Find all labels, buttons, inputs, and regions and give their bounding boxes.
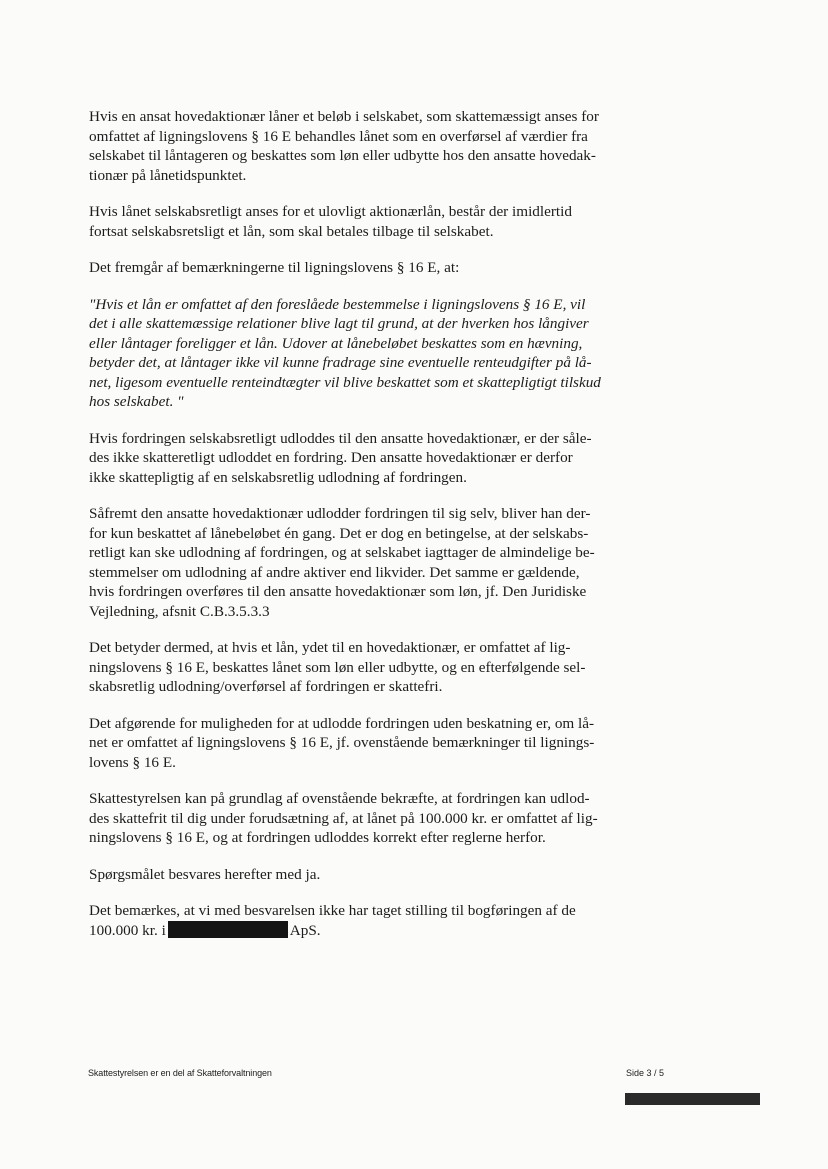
paragraph-final-note (89, 901, 649, 940)
text-line: Skattestyrelsen kan på grundlag af ovenstående bekræfte, at fordringen kan udlod- (89, 790, 590, 807)
text-line: retligt kan ske udlodning af fordringen, og at selskabet iagttager de almindelige be- (89, 544, 595, 561)
text-line: Det bemærkes, at vi med besvarelsen ikke har taget stilling til bogføringen af de (89, 902, 576, 919)
paragraph-decisive-factor (89, 714, 649, 773)
text-line: des ikke skatteretligt udloddet en fordring. Den ansatte hovedaktionær er derfor (89, 449, 573, 466)
text-line: hos selskabet. " (89, 393, 184, 410)
text-line: stemmelser om udlodning af andre aktiver end likvider. Det samme er gældende, (89, 563, 580, 581)
text-line: Spørgsmålet besvares herefter med ja. (89, 865, 321, 883)
text-line: Hvis en ansat hovedaktionær låner et beløb i selskabet, som skattemæssigt anses for (89, 108, 599, 125)
text-line: eller låntager foreligger et lån. Udover at lånebeløbet beskattes som en hævning, (89, 334, 583, 352)
text-line: Såfremt den ansatte hovedaktionær udlodder fordringen til sig selv, bliver han der- (89, 505, 591, 522)
text-line: fortsat selskabsretsligt et lån, som skal betales tilbage til selskabet. (89, 222, 494, 240)
text-line: Hvis lånet selskabsretligt anses for et ulovligt aktionærlån, består der imidlertid (89, 203, 572, 220)
text-line: ikke skattepligtig af en selskabsretlig udlodning af fordringen. (89, 468, 467, 486)
text-line (89, 921, 649, 941)
text-line: betyder det, at låntager ikke vil kunne fradrage sine eventuelle renteudgifter på lå- (89, 354, 592, 371)
paragraph-confirmation (89, 789, 649, 848)
text-line: skabsretlig udlodning/overførsel af fordringen er skattefri. (89, 678, 443, 695)
footer-organization: Skattestyrelsen er en del af Skatteforvaltningen (88, 1068, 272, 1078)
text-line: selskabet til låntageren og beskattes som løn eller udbytte hos den ansatte hovedak- (89, 147, 596, 164)
text-line: Det betyder dermed, at hvis et lån, ydet til en hovedaktionær, er omfattet af lig- (89, 639, 571, 656)
redacted-company-name (168, 921, 288, 938)
paragraph-quote (89, 295, 649, 412)
text-line: for kun beskattet af lånebeløbet én gang. Det er dog en betingelse, at der selskabs- (89, 524, 589, 542)
footer-redacted-block (625, 1093, 760, 1105)
text-line: omfattet af ligningslovens § 16 E behandles lånet som en overførsel af værdier fra (89, 127, 588, 145)
text-line: net er omfattet af ligningslovens § 16 E, jf. ovenstående bemærkninger til lignings- (89, 734, 595, 751)
paragraph-illegal-loan (89, 202, 649, 241)
text-line: Det afgørende for muligheden for at udlodde fordringen uden beskatning er, om lå- (89, 714, 595, 732)
company-suffix: ApS. (289, 921, 321, 939)
paragraph-self-distribution (89, 504, 649, 621)
text-line: Vejledning, afsnit C.B.3.5.3.3 (89, 602, 270, 620)
text-line: Hvis fordringen selskabsretligt udloddes til den ansatte hovedaktionær, er der såle- (89, 429, 592, 447)
amount-text: 100.000 kr. i (89, 921, 166, 939)
text-line: net, ligesom eventuelle renteindtægter vil blive beskattet som et skattepligtigt tilskud (89, 373, 601, 391)
text-line: ningslovens § 16 E, beskattes lånet som løn eller udbytte, og en efterfølgende sel- (89, 658, 586, 676)
letter-body (89, 107, 649, 957)
footer-page-number: Side 3 / 5 (626, 1068, 665, 1078)
text-line: lovens § 16 E. (89, 753, 176, 771)
text-line: ningslovens § 16 E, og at fordringen udloddes korrekt efter reglerne herfor. (89, 829, 546, 846)
text-line: "Hvis et lån er omfattet af den foreslåede bestemmelse i ligningslovens § 16 E, vil (89, 295, 586, 313)
text-line: det i alle skattemæssige relationer blive lagt til grund, at der hverken hos långiver (89, 315, 589, 332)
paragraph-consequence (89, 638, 649, 697)
text-line: hvis fordringen overføres til den ansatte hovedaktionær som løn, jf. Den Juridiske (89, 583, 587, 600)
text-line: tionær på lånetidspunktet. (89, 166, 247, 184)
paragraph-answer (89, 865, 649, 885)
paragraph-remarks-intro (89, 258, 649, 278)
text-line: des skattefrit til dig under forudsætning af, at lånet på 100.000 kr. er omfattet af lig- (89, 809, 598, 827)
paragraph-loan-taxation (89, 107, 649, 185)
paragraph-distribution (89, 429, 649, 488)
text-line: Det fremgår af bemærkningerne til ligningslovens § 16 E, at: (89, 259, 460, 276)
